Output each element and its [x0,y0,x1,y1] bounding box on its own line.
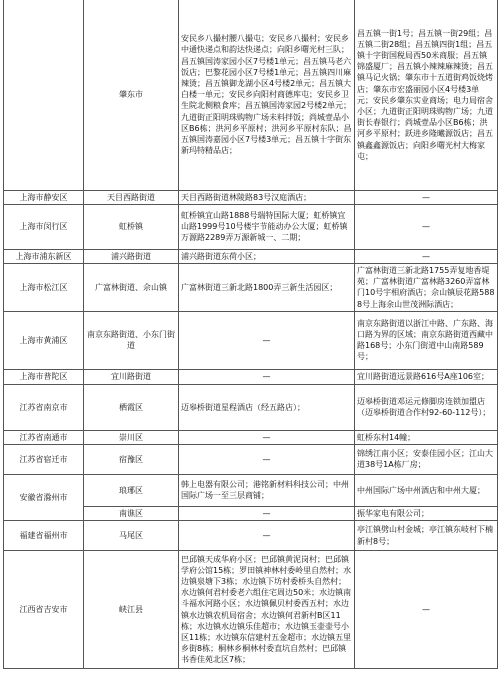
detail-cell: 南京东路街道以浙江中路、广东路、海口路为界的区域；南京东路街道西藏中路168号；小东门街道中山南路589号； [355,311,498,369]
detail-cell: 振华家电有限公司； [355,506,498,520]
table-row [4,204,498,249]
region-cell: 江苏省宿迁市 [4,444,84,474]
area-cell: 宜川路街道 [84,369,179,384]
detail-cell: 虹桥镇宜山路1888号瑞特国际大厦；虹桥镇宜山路1999号10号楼宇节能动办公大厦；虹桥镇万源路2289弄万源新城一、二期； [179,204,355,249]
detail-cell: — [179,444,355,474]
table-row [4,444,498,474]
area-cell: 峡江县 [84,551,179,669]
region-cell: 江西省吉安市 [4,551,84,669]
detail-cell: — [179,506,355,520]
table-row [4,384,498,430]
detail-cell: 浦兴路街道东荷小区； [179,249,355,263]
detail-cell: — [355,204,498,249]
area-cell: 栖霞区 [84,384,179,430]
detail-cell: 中州国际广场中州酒店和中州大厦； [355,474,498,506]
detail-cell: 迈皋桥街道星程酒店（经五路店）； [179,384,355,430]
detail-cell: 安民乡八撮村腰八撮屯；安民乡八撮村；安民乡中通快递点和韵达快递点；向阳乡曙光村三队；昌五镇国涛家园小区7号楼1单元；昌五镇马老六饭店；巴黎花园小区7号楼1单元；昌五镇四川麻辣烫；昌五镇御龙湖小区4号楼2单元；昌五镇大白楼一单元；安民乡向阳村商德库屯；安民乡卫生院北侧粮食库；昌五镇国涛家园2号楼2单元；九道街正阳明珠购物广场未料拌饭；尚城壹品小区B6栋；洪河乡平原村；洪河乡平原村东队；昌五镇国涛嘉园小区7号楼3单元；昌五镇十字街东新玛特精品店； [179,0,355,190]
area-cell: 宿豫区 [84,444,179,474]
area-cell: 浦兴路街道 [84,249,179,263]
region-cell: 江苏省南通市 [4,430,84,444]
detail-cell: 锦绣江南小区；安泰佳园小区；江山大道38号1A栋厂房； [355,444,498,474]
region-cell: 江苏省南京市 [4,384,84,430]
area-cell: 琅琊区 [84,474,179,506]
detail-cell: — [355,551,498,669]
area-cell: 天目西路街道 [84,190,179,204]
table-row [4,190,498,204]
detail-cell: — [179,430,355,444]
detail-cell: 亭江镇劈山村金城；亭江镇东岐村下楠新村8号； [355,521,498,551]
region-cell: 上海市黄浦区 [4,311,84,369]
table-row [4,0,498,190]
detail-cell: 韩上电器有限公司；港铭新材料科技公司；中州国际广场一至三层商铺； [179,474,355,506]
region-cell: 福建省福州市 [4,521,84,551]
detail-cell: 虹桥东村14幢； [355,430,498,444]
area-cell: 马尾区 [84,521,179,551]
table-row [4,249,498,263]
detail-cell: — [179,521,355,551]
area-cell: 南京东路街道、小东门街道 [84,311,179,369]
table-row [4,369,498,384]
detail-cell: 迈皋桥街道邓运元修脚房连锁加盟店（迈皋桥街道合作村92-60-112号）； [355,384,498,430]
table-row [4,474,498,506]
detail-cell: 广富林街道三新北路1755弄复地香堤苑；广富林街道广富林路3260弄富林门10号宇相府酒店；佘山镇辰花路5888号上海余山世茂洲际酒店； [355,263,498,311]
region-cell [4,0,84,190]
detail-cell: — [355,249,498,263]
region-cell: 上海市松江区 [4,263,84,311]
area-cell: 南谯区 [84,506,179,520]
area-cell: 虹桥镇 [84,204,179,249]
detail-cell: — [179,369,355,384]
table-row [4,521,498,551]
detail-cell: 昌五镇一街1号；昌五镇一街29组；昌五镇二街28组；昌五镇四街1组；昌五镇十字街国税局西50米商服；昌五镇锦盛厦厂；昌五镇小辣辣麻辣烫；昌五镇马记火锅；肇东市十五道街鸡饭烧烤店；肇东市宏盛丽园小区4号楼3单元；安民乡肇东实业商场；电力局宿舍小区；九道街正阳明珠购物广场；九道街长春银行；尚城壹品小区B6栋；洪河乡平原村；跃进乡隆曦源饭店；昌五镇鑫鑫源饭店；向阳乡曙光村大梅家屯； [355,0,498,190]
area-cell: 肇东市 [84,0,179,190]
detail-cell: 天目西路街道林陵路83号汉庭酒店； [179,190,355,204]
table-row [4,551,498,669]
detail-cell: 巴邱镇天成华府小区；巴邱镇黄泥岗村；巴邱镇学府公馆15栋；罗田镇神林村委岭里自然村；水边镇泉塘下3栋；水边镇下坊村委桥头自然村；水边镇何君村委老六组住宅周边50米；水边镇南斗福水河路小区；水边镇佩贝村委西五村；水边镇水边镇农机局宿舍；水边镇何君新村B区11栋；水边镇水边镇乐佳超市；水边镇玉壶壶号小区11栋；水边镇东信建村五金超市；水边镇五里乡街8栋；桐林乡桐林村委直坑自然村；巴邱镇书香佳苑北区7栋； [179,551,355,669]
table-row [4,430,498,444]
detail-cell: — [355,190,498,204]
detail-cell: 宜川路街道远景路616号A座106室； [355,369,498,384]
area-cell: 崇川区 [84,430,179,444]
table-row [4,311,498,369]
table-row [4,263,498,311]
region-cell: 上海市浦东新区 [4,249,84,263]
region-cell: 安徽省滁州市 [4,474,84,520]
region-cell: 上海市普陀区 [4,369,84,384]
detail-cell: — [179,311,355,369]
risk-area-table [3,0,498,669]
area-cell: 广富林街道、佘山镇 [84,263,179,311]
detail-cell: 广富林街道三新北路1800弄三新生活园区； [179,263,355,311]
region-cell: 上海市闵行区 [4,204,84,249]
region-cell: 上海市静安区 [4,190,84,204]
